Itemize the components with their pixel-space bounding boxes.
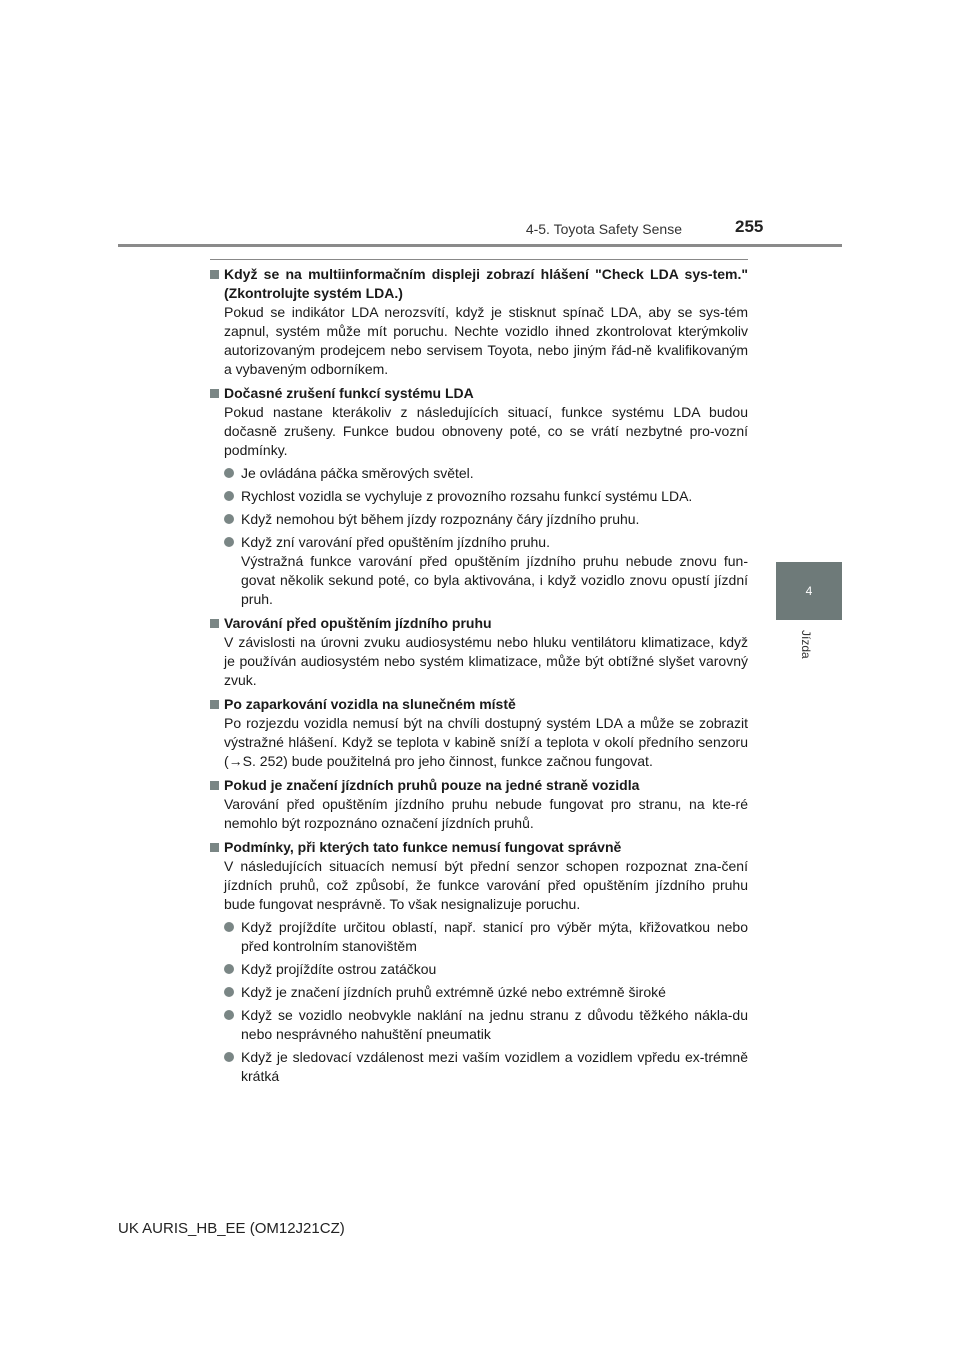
square-bullet-icon bbox=[210, 270, 219, 279]
section-paragraph: Varování před opuštěním jízdního pruhu nebude fungovat pro stranu, na kte-ré nemohlo být rozpoznáno označení jízdních pruhů. bbox=[224, 796, 748, 831]
section bbox=[210, 384, 748, 609]
section-paragraph: V následujících situacích nemusí být přední senzor schopen rozpoznat zna-čení jízdních pruhů, což způsobí, že funkce varování před opuštěním jízdního pruhu bude fungovat nesprávně. To však nesignalizuje poruchu. bbox=[224, 858, 748, 912]
section-heading bbox=[210, 614, 748, 633]
section-heading-text: Podmínky, při kterých tato funkce nemusí fungovat správně bbox=[224, 839, 622, 855]
round-bullet-icon bbox=[224, 987, 234, 997]
square-bullet-icon bbox=[210, 389, 219, 398]
list-item-text: Když projíždíte ostrou zatáčkou bbox=[241, 961, 437, 977]
section-heading bbox=[210, 838, 748, 857]
section bbox=[210, 838, 748, 1086]
round-bullet-icon bbox=[224, 1052, 234, 1062]
chapter-label: Jízda bbox=[799, 630, 813, 659]
section-title: 4-5. Toyota Safety Sense bbox=[525, 221, 682, 237]
header-divider bbox=[118, 244, 842, 247]
list-item-text: Když je sledovací vzdálenost mezi vaším vozidlem a vozidlem vpředu ex-trémně krátká bbox=[241, 1049, 748, 1084]
footer-model-code: UK AURIS_HB_EE (OM12J21CZ) bbox=[118, 1220, 345, 1237]
section bbox=[210, 614, 748, 690]
section-heading bbox=[210, 384, 748, 403]
list-item bbox=[210, 918, 748, 956]
list-item bbox=[210, 487, 748, 506]
section-heading bbox=[210, 695, 748, 714]
list-item bbox=[210, 960, 748, 979]
list-item bbox=[210, 1048, 748, 1086]
section-heading bbox=[210, 776, 748, 795]
list-item bbox=[210, 1006, 748, 1044]
section bbox=[210, 265, 748, 379]
chapter-tab bbox=[776, 562, 842, 620]
section-paragraph: Pokud se indikátor LDA nerozsvítí, když je stisknut spínač LDA, aby se sys-tém zapnul, systém může mít poruchu. Nechte vozidlo ihned zkontrolovat kterýmkoliv autorizovaným prodejcem nebo servisem Toyota, nebo jiným řád-ně kvalifikovaným a vybaveným odborníkem. bbox=[224, 304, 748, 377]
round-bullet-icon bbox=[224, 514, 234, 524]
square-bullet-icon bbox=[210, 843, 219, 852]
list-item-text: Je ovládána páčka směrových světel. bbox=[241, 465, 474, 481]
list-item-text: Když projíždíte určitou oblastí, např. stanicí pro výběr mýta, křižovatkou nebo před kontrolním stanovištěm bbox=[241, 919, 748, 954]
page-header bbox=[0, 0, 960, 250]
chapter-number: 4 bbox=[805, 584, 813, 598]
round-bullet-icon bbox=[224, 468, 234, 478]
section-heading-text: Když se na multiinformačním displeji zobrazí hlášení "Check LDA sys-tem." (Zkontrolujte systém LDA.) bbox=[224, 266, 748, 301]
section-heading-text: Po zaparkování vozidla na slunečném místě bbox=[224, 696, 516, 712]
square-bullet-icon bbox=[210, 619, 219, 628]
page-number: 255 bbox=[735, 217, 764, 236]
section-paragraph: V závislosti na úrovni zvuku audiosystému nebo hluku ventilátoru klimatizace, když je používán audiosystém nebo systém klimatizace, může být obtížné slyšet varovný zvuk. bbox=[224, 634, 748, 688]
round-bullet-icon bbox=[224, 1010, 234, 1020]
section-heading bbox=[210, 265, 748, 303]
round-bullet-icon bbox=[224, 491, 234, 501]
list-item bbox=[210, 983, 748, 1002]
section-heading-text: Dočasné zrušení funkcí systému LDA bbox=[224, 385, 474, 401]
round-bullet-icon bbox=[224, 964, 234, 974]
round-bullet-icon bbox=[224, 537, 234, 547]
content-top-rule bbox=[210, 259, 748, 260]
list-item-subtext: Výstražná funkce varování před opuštěním jízdního pruhu nebude znovu fun-govat několik sekund poté, co byla aktivována, i když vozidlo znovu opustí jízdní pruh. bbox=[241, 553, 748, 607]
list-item-text: Když zní varování před opuštěním jízdního pruhu. bbox=[241, 534, 550, 550]
square-bullet-icon bbox=[210, 781, 219, 790]
list-item bbox=[210, 464, 748, 483]
section-paragraph: Po rozjezdu vozidla nemusí být na chvíli dostupný systém LDA a může se zobrazit výstražné hlášení. Když se teplota v kabině sníží a teplota v okolí předního senzoru (→S. 252) bude použitelná pro jeho činnost, funkce začnou fungovat. bbox=[224, 715, 748, 769]
round-bullet-icon bbox=[224, 922, 234, 932]
list-item-text: Když je značení jízdních pruhů extrémně úzké nebo extrémně široké bbox=[241, 984, 666, 1000]
page-content bbox=[210, 265, 748, 1091]
list-item-text: Když se vozidlo neobvykle naklání na jednu stranu z důvodu těžkého nákla-du nebo nesprávného nahuštění pneumatik bbox=[241, 1007, 748, 1042]
square-bullet-icon bbox=[210, 700, 219, 709]
list-item-text: Rychlost vozidla se vychyluje z provozního rozsahu funkcí systému LDA. bbox=[241, 488, 693, 504]
list-item bbox=[210, 533, 748, 609]
list-item bbox=[210, 510, 748, 529]
list-item-text: Když nemohou být během jízdy rozpoznány čáry jízdního pruhu. bbox=[241, 511, 640, 527]
section-heading-text: Pokud je značení jízdních pruhů pouze na jedné straně vozidla bbox=[224, 777, 640, 793]
section-heading-text: Varování před opuštěním jízdního pruhu bbox=[224, 615, 492, 631]
section-paragraph: Pokud nastane kterákoliv z následujících situací, funkce systému LDA budou dočasně zrušeny. Funkce budou obnoveny poté, co se vrátí nezbytné pro-vozní podmínky. bbox=[224, 404, 748, 458]
section bbox=[210, 776, 748, 833]
section bbox=[210, 695, 748, 771]
